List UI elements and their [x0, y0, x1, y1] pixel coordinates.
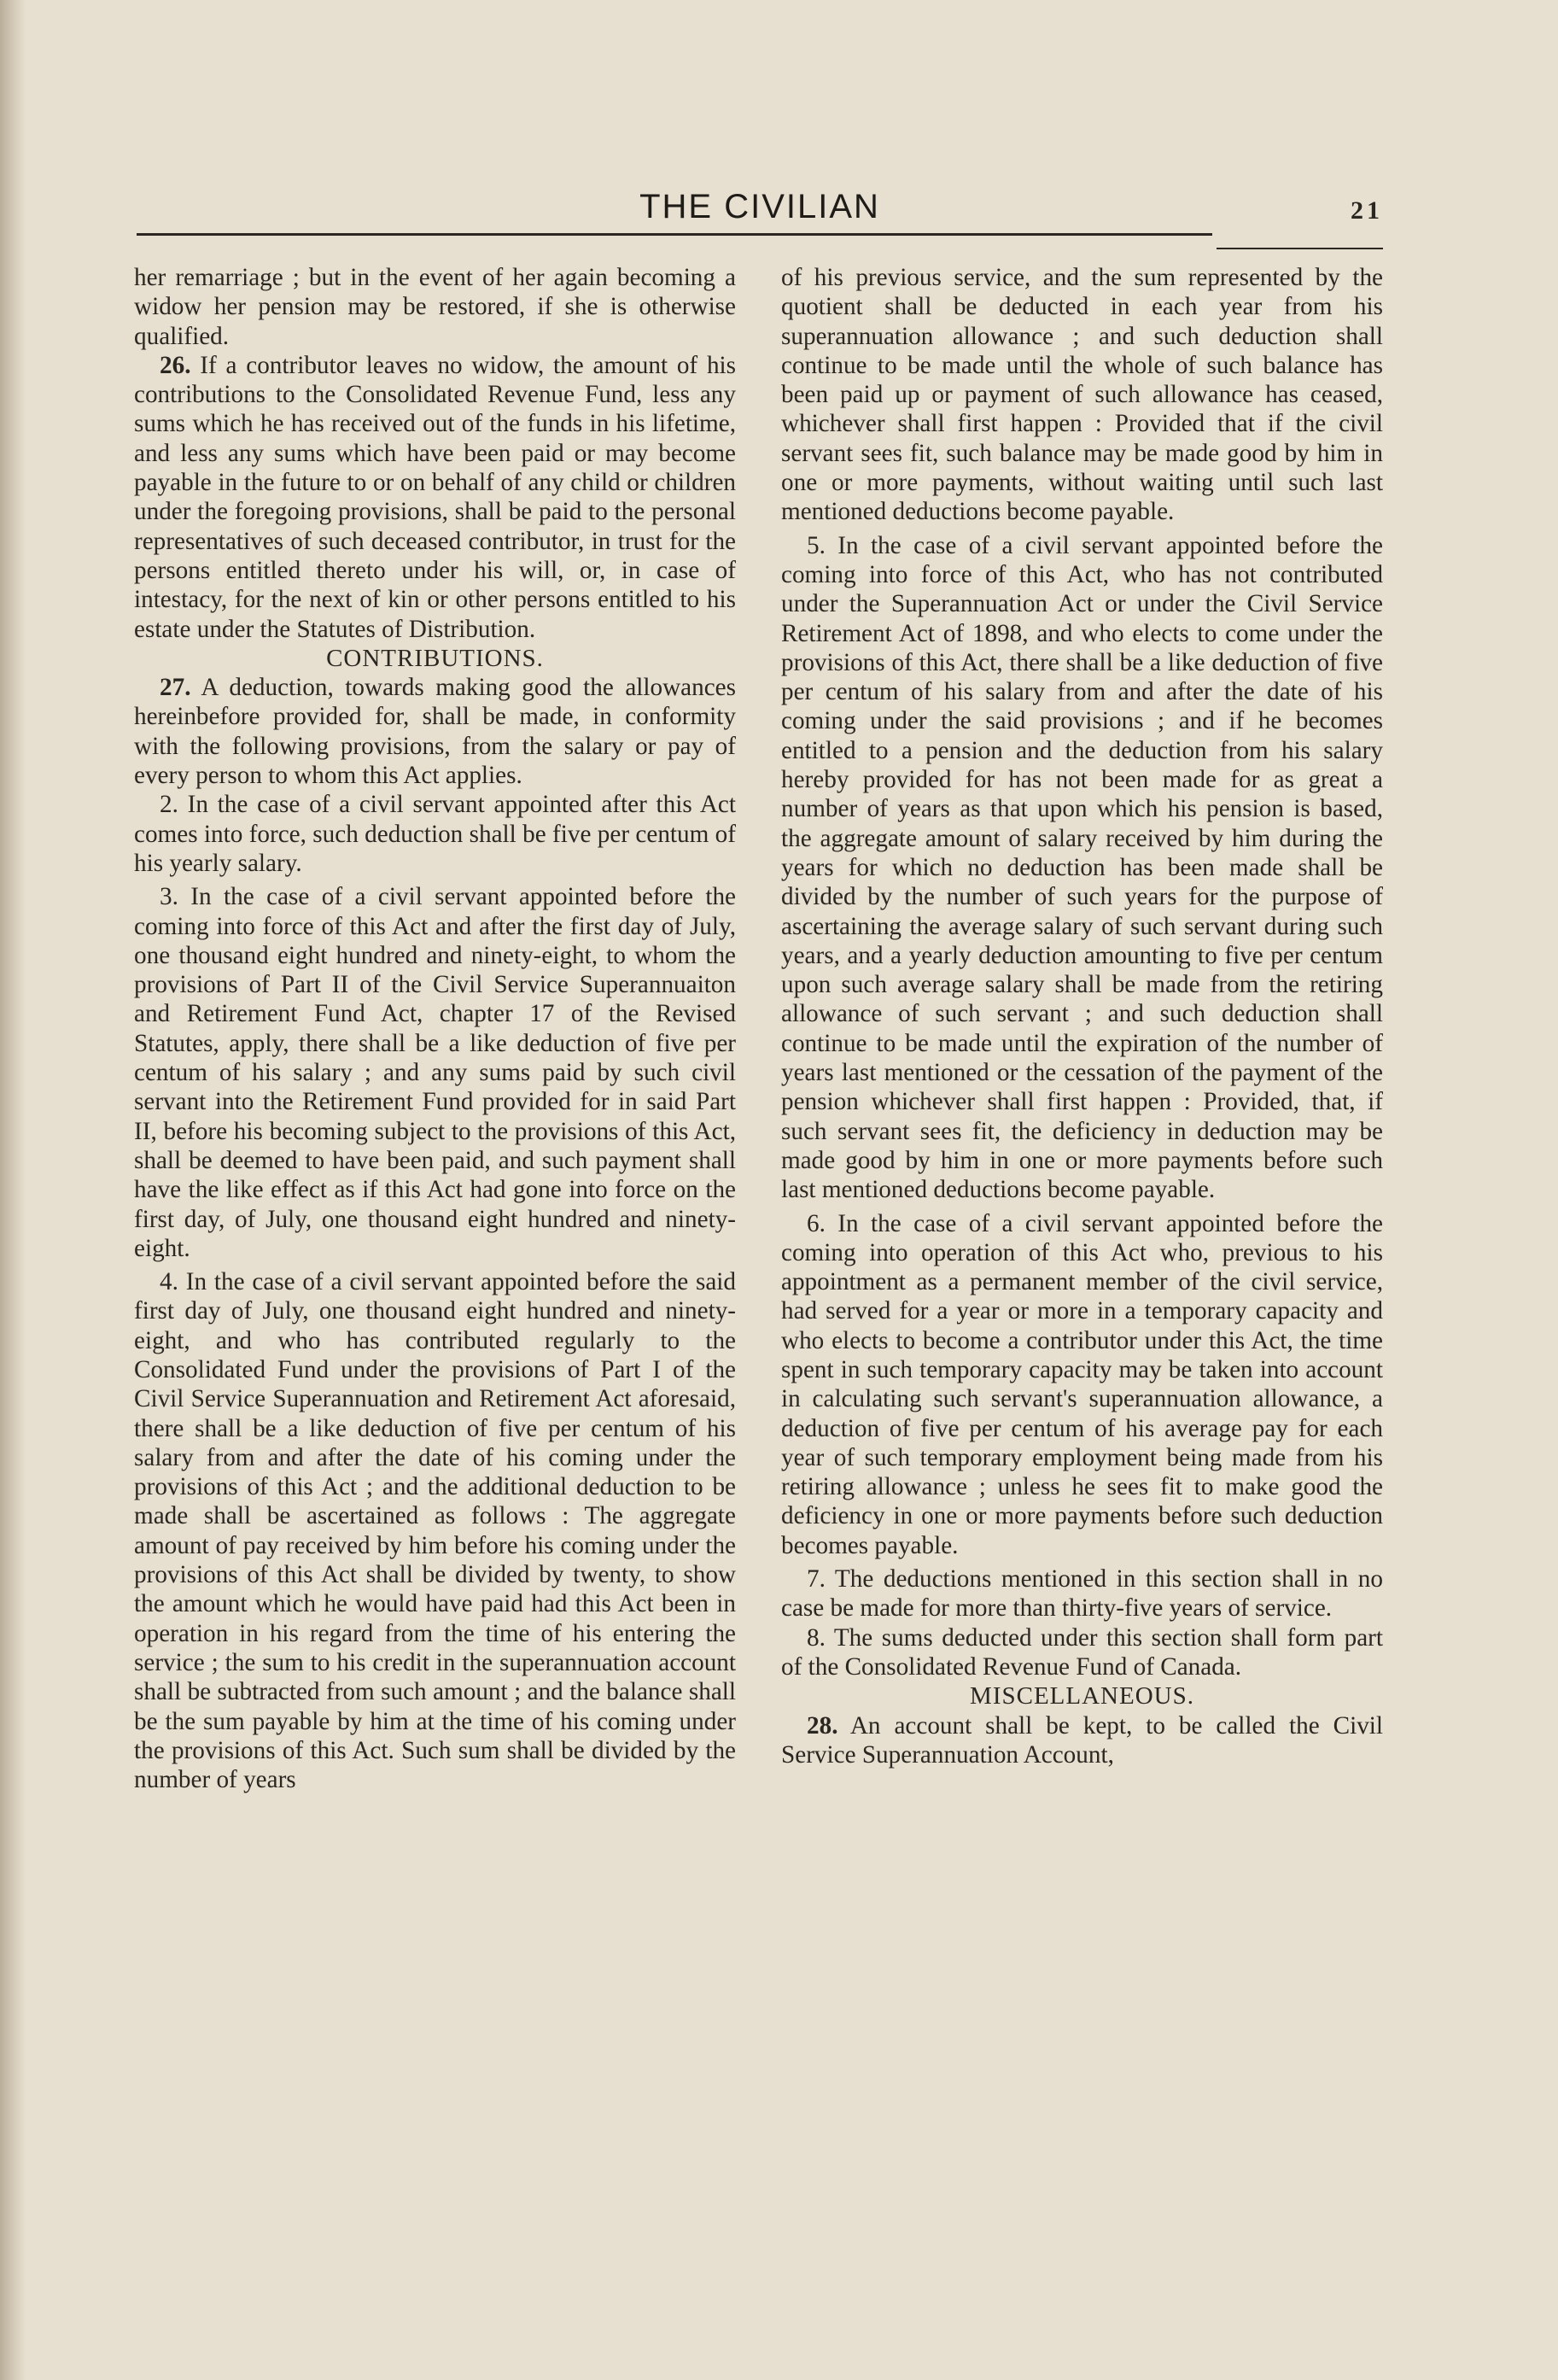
header-rule-short [1217, 248, 1383, 249]
subsection-4: 4. In the case of a civil servant appointed before the said first day of July, one thousand eight hundred and ninety-eight, and who has contributed regularly to the Consolidated Fund under the provisions of Part I of the Civil Service Superannuation and Retirement Act aforesaid, there shall be a like deduction of five per centum of his salary from and after the date of his coming under the provisions of this Act ; and the additional deduction to be made shall be ascertained as follows : The aggregate amount of pay received by him before his coming under the provisions of this Act shall be divided by twenty, to show the amount which he would have paid had this Act been in operation in his regard from the time of his entering the service ; the sum to his credit in the superannuation account shall be subtracted from such amount ; and the balance shall be the sum payable by him at the time of his coming under the provisions of this Act. Such sum shall be divided by the number of years [134, 1268, 736, 1794]
subsection-8: 8. The sums deducted under this section shall form part of the Consolidated Revenue Fund of Canada. [781, 1623, 1383, 1681]
left-column [134, 263, 736, 1794]
subsection-7: 7. The deductions mentioned in this section shall in no case be made for more than thirty-five years of service. [781, 1565, 1383, 1623]
section-number: 26. [160, 351, 191, 379]
subsection-5: 5. In the case of a civil servant appointed before the coming into force of this Act, who has not contributed under the Superannuation Act or under the Civil Service Retirement Act of 1898, and who elects to come under the provisions of this Act, there shall be a like deduction of five per centum of his salary from and after the date of his coming under the said provisions ; and if he becomes entitled to a pension and the deduction from his salary hereby provided for has not been made for as great a number of years as that upon which his pension is based, the aggregate amount of salary received by him during the years for which no deduction has been made shall be divided by the number of such years for the purpose of ascertaining the average salary of such servant during such years, and a yearly deduction amounting to five per centum upon such average salary shall be made from the retiring allowance of such servant ; and such deduction shall continue to be made until the expiration of the number of years last mentioned or the cessation of the payment of the pension whichever shall first happen : Provided, that, if such servant sees fit, the deficiency in deduction may be made good by him in one or more payments before such last mentioned deductions become payable. [781, 531, 1383, 1204]
subsection-6: 6. In the case of a civil servant appointed before the coming into operation of this Act who, previous to his appointment as a permanent member of the civil service, had served for a year or more in a temporary capacity and who elects to become a contributor under this Act, the time spent in such temporary capacity may be taken into account in calculating such servant's superannuation allowance, a deduction of five per centum of his average pay for each year of such temporary employment being made from his retiring allowance ; unless he sees fit to make good the deficiency in one or more payments before such deduction becomes payable. [781, 1209, 1383, 1559]
section-heading-contributions: CONTRIBUTIONS. [326, 644, 544, 672]
subsection-3: 3. In the case of a civil servant appointed before the coming into force of this Act and after the first day of July, one thousand eight hundred and ninety-eight, to whom the provisions of Part II of the Civil Service Superannuaiton and Retirement Fund Act, chapter 17 of the Revised Statutes, apply, there shall be a like deduction of five per centum of his salary ; and any sums paid by such civil servant into the Retirement Fund provided for in said Part II, before his becoming subject to the provisions of this Act, shall be deemed to have been paid, and such payment shall have the like effect as if this Act had gone into force on the first day, of July, one thousand eight hundred and ninety-eight. [134, 883, 736, 1262]
section-27 [134, 673, 736, 790]
section-heading-miscellaneous: MISCELLANEOUS. [970, 1682, 1194, 1710]
header-rule [137, 233, 1212, 236]
page-spine-shadow [0, 0, 26, 2380]
page-title: THE CIVILIAN [639, 188, 880, 225]
section-text: A deduction, towards making good the allowances hereinbefore provided for, shall be made, in conformity with the following provisions, from the salary or pay of every person to whom this Act applies. [134, 674, 736, 790]
section-28 [781, 1711, 1383, 1770]
subsection-2: 2. In the case of a civil servant appointed after this Act comes into force, such deduction shall be five per centum of his yearly salary. [134, 791, 736, 877]
section-number: 28. [807, 1711, 838, 1740]
section-26 [134, 351, 736, 644]
paragraph-continuation: her remarriage ; but in the event of her again becoming a widow her pension may be restored, if she is otherwise qualified. [134, 264, 736, 350]
section-number: 27. [160, 674, 191, 702]
page-number: 21 [1351, 196, 1383, 225]
page-header [137, 175, 1383, 235]
section-text: If a contributor leaves no widow, the amount of his contributions to the Consolidated Revenue Fund, less any sums which he has received out of the funds in his lifetime, and less any sums which have been paid or may become payable in the future to or on behalf of any child or children under the foregoing provisions, shall be paid to the personal representatives of such deceased contributor, in trust for the persons entitled thereto under his will, or, in case of intestacy, for the next of kin or other persons entitled to his estate under the Statutes of Distribution. [134, 351, 737, 643]
right-column [781, 263, 1383, 1769]
paragraph-continuation: of his previous service, and the sum represented by the quotient shall be deducted in each year from his superannuation allowance ; and such deduction shall continue to be made until the whole of such balance has been paid up or payment of such allowance has ceased, whichever shall first happen : Provided that if the civil servant sees fit, such balance may be made good by him in one or more payments, without waiting until such last mentioned deductions become payable. [781, 264, 1383, 526]
section-text: An account shall be kept, to be called the Civil Service Superannuation Account, [781, 1711, 1384, 1769]
